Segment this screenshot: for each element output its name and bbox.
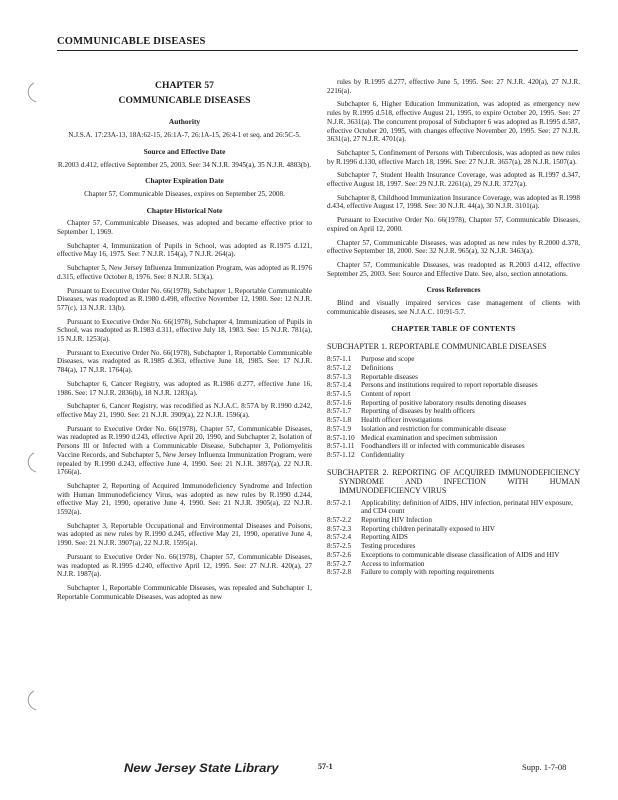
header-rule [57,50,578,51]
toc-entry [327,407,580,416]
history-notes-right [327,78,580,278]
right-column [327,78,580,577]
cross-references-text: Blind and visually impaired services case management of clients with communicable diseases, see N.J.A.C. 10:91-5.7. [327,299,580,316]
toc-heading: CHAPTER TABLE OF CONTENTS [391,324,516,334]
history-note: Subchapter 6, Cancer Registry, was recodified as N.J.A.C. 8:57A by R.1990 d.242, effective May 21, 1990. See: 21 N.J.R. 3909(a), 22 N.J.R. 1596(a). [57,402,312,419]
toc-section-number: 8:57-1.10 [327,433,355,442]
toc-section-number: 8:57-1.7 [327,407,352,416]
toc-entry [327,442,580,451]
history-note: Pursuant to Executive Order No. 66(1978), Chapter 57, Communicable Diseases, was readopted as R.1995 d.240, effective April 12, 1995. See: 27 N.J.R. 420(a), 27 N.J.R. 1987(a). [57,552,312,579]
toc-entry [327,399,580,408]
running-head: COMMUNICABLE DISEASES [57,36,206,47]
subchapter-1-title: SUBCHAPTER 1. REPORTABLE COMMUNICABLE DISEASES [327,342,547,352]
toc-entry [327,381,580,390]
toc-section-number: 8:57-1.8 [327,416,352,425]
toc-entry [327,425,580,434]
toc-section-number: 8:57-1.2 [327,363,352,372]
history-note: Subchapter 7, Student Health Insurance Coverage, was adopted as R.1997 d.347, effective August 18, 1997. See: 29 N.J.R. 2261(a), 29 N.J.R. 3727(a). [327,171,580,189]
toc-section-number: 8:57-1.5 [327,389,352,398]
toc-section-title: Purpose and scope [361,355,415,364]
toc-entry [327,390,580,399]
history-note: Subchapter 5, New Jersey Influenza Immunization Program, was adopted as R.1976 d.315, effective October 8, 1976. See: 8 N.J.R. 513(a). [57,264,312,281]
expiration-heading: Chapter Expiration Date [145,176,224,186]
toc-entry [327,533,580,542]
history-note: Subchapter 6, Higher Education Immunization, was adopted as emergency new rules by R.1995 d.518, effective August 21, 1995, to expire October 20, 1995. See: 27 N.J.R. 3631(a). The concurrent proposal of Subchapter 6 was adopted as R.1995 d.587, effective October 20, 1995, with changes effective November 20, 1995. See: 27 N.J.R. 3631(a), 27 N.J.R. 4701(a). [327,100,580,144]
toc-section-number: 8:57-2.3 [327,524,352,533]
toc-section-title: Applicability; definition of AIDS, HIV infection, perinatal HIV exposure, and CD4 count [361,498,573,516]
supplement-date: Supp. 1-7-08 [522,762,567,772]
toc-entry [327,416,580,425]
toc-section-title: Reportable diseases [361,372,418,381]
toc-section-number: 8:57-2.1 [327,498,352,507]
history-note: Pursuant to Executive Order No. 66(1978), Subchapter 4, Immunization of Pupils in School, was readopted as R.1983 d.311, effective July 18, 1983. See: 15 N.J.R. 781(a), 15 N.J.R. 1253(a). [57,317,312,344]
toc-section-title: Confidentiality [361,450,405,459]
library-stamp: New Jersey State Library [124,760,279,775]
history-note: Pursuant to Executive Order No. 66(1978), Subchapter 1, Reportable Communicable Diseases, was readopted as R.1980 d.498, effective November 12, 1980. See: 12 N.J.R. 577(c), 13 N.J.R. 13(b). [57,286,312,312]
toc-section-title: Reporting children perinatally exposed to HIV [361,524,495,533]
toc-entry [327,451,580,460]
history-note: Subchapter 8, Childhood Immunization Insurance Coverage, was adopted as R.1998 d.434, effective August 17, 1998. See: 30 N.J.R. 44(a), 30 N.J.R. 3101(a). [327,193,580,211]
history-note: Pursuant to Executive Order No. 66(1978), Subchapter 1, Reportable Communicable Diseases, was readopted as R.1985 d.363, effective June 18, 1985. See: 17 N.J.R. 784(a), 17 N.J.R. 1764(a). [57,348,312,375]
toc-section-title: Reporting of diseases by health officers [361,407,475,416]
expiration-text: Chapter 57, Communicable Diseases, expires on September 25, 2008. [84,189,285,198]
toc-section-number: 8:57-2.5 [327,542,352,551]
page-number: 57-1 [318,762,333,771]
authority-text: N.J.S.A. 17:23A-13, 18A:62-15, 26:1A-7, 26:1A-15, 26:4-1 et seq. and 26:5C-5. [68,131,301,140]
authority-heading: Authority [168,117,201,127]
toc-section-title: Exceptions to communicable disease classification of AIDS and HIV [361,550,560,559]
chapter-number: CHAPTER 57 [155,80,214,91]
toc-entry [327,542,580,551]
toc-section-title: Access to information [361,559,425,568]
toc-entry [327,525,580,534]
source-heading: Source and Effective Date [143,146,226,156]
history-note: rules by R.1995 d.277, effective June 5, 1995. See: 27 N.J.R. 420(a), 27 N.J.R. 2216(a). [327,78,580,95]
toc-section-title: Definitions [361,363,394,372]
toc-section-title: Reporting of positive laboratory results denoting diseases [361,398,527,407]
toc-entry [327,364,580,373]
punch-hole-mark [24,690,40,712]
toc-entry [327,560,580,569]
history-notes-left [57,219,312,601]
subchapter-2-toc [327,499,580,577]
history-note: Pursuant to Executive Order No. 66(1978), Chapter 57, Communicable Diseases, expired on April 12, 2000. [327,216,580,233]
subchapter-2-title: SUBCHAPTER 2. REPORTING OF ACQUIRED IMMUNODEFICIENCY SYNDROME AND INFECTION WITH HUMAN IMMUNODEFICIENCY VIRUS [327,467,580,495]
toc-section-number: 8:57-1.1 [327,355,352,364]
history-note: Subchapter 1, Reportable Communicable Diseases, was repealed and Subchapter 1, Reportable Communicable Diseases, was adopted as new [57,583,312,601]
history-note: Pursuant to Executive Order No. 66(1978), Chapter 57, Communicable Diseases, was readopted as R.1990 d.243, effective April 20, 1990, and Subchapter 2, Isolation of Persons Ill or Infected with a Communicable Disease, Subchapter 3, Poliomyelitis Vaccine Records, and Subchapter 5, New Jersey Influenza Immunization Program, were repealed by R.1990 d.243, effective June 4, 1990. See: 21 N.J.R. 3897(a), 22 N.J.R. 1766(a). [57,424,312,477]
toc-section-number: 8:57-1.12 [327,450,355,459]
history-note: Subchapter 5, Confinement of Persons with Tuberculosis, was adopted as new rules by R.1996 d.130, effective March 18, 1996. See: 27 N.J.R. 3657(a), 28 N.J.R. 1507(a). [327,148,580,166]
punch-hole-mark [24,82,40,104]
history-heading: Chapter Historical Note [146,205,223,215]
toc-section-number: 8:57-1.4 [327,381,352,390]
cross-references-heading: Cross References [426,285,481,295]
toc-section-title: Persons and institutions required to report reportable diseases [361,381,538,390]
toc-entry [327,568,580,577]
toc-entry [327,355,580,364]
toc-section-number: 8:57-1.3 [327,372,352,381]
toc-section-title: Medical examination and specimen submission [361,433,498,442]
history-note: Subchapter 6, Cancer Registry, was adopted as R.1986 d.277, effective June 16, 1986. See: 17 N.J.R. 2836(b), 18 N.J.R. 1283(a). [57,379,312,397]
chapter-title: COMMUNICABLE DISEASES [118,94,251,106]
toc-entry [327,434,580,443]
toc-section-title: Reporting HIV Infection [361,516,432,525]
toc-entry [327,551,580,560]
toc-section-title: Health officer investigations [361,416,443,425]
toc-section-number: 8:57-2.2 [327,516,352,525]
toc-section-title: Content of report [361,389,411,398]
history-note: Chapter 57, Communicable Diseases, was readopted as R.2003 d.412, effective September 25, 2003. See: Source and Effective Date. See, also, section annotations. [327,260,580,278]
toc-entry [327,373,580,382]
toc-entry [327,516,580,525]
history-note: Chapter 57, Communicable Diseases, was adopted as new rules by R.2000 d.378, effective September 18, 2000. See: 32 N.J.R. 965(a), 32 N.J.R. 3463(a). [327,238,580,256]
left-column [57,78,312,606]
toc-entry [327,499,580,516]
toc-section-title: Failure to comply with reporting requirements [361,568,495,577]
punch-hole-mark [24,452,40,474]
toc-section-number: 8:57-2.7 [327,559,352,568]
history-note: Subchapter 3, Reportable Occupational and Environmental Diseases and Poisons, was adopted as new rules by R.1990 d.245, effective May 21, 1990, operative June 4, 1990. See: 21 N.J.R. 3907(a), 22 N.J.R. 1595(a). [57,521,312,548]
toc-section-title: Foodhandlers ill or infected with communicable diseases [361,442,525,451]
toc-section-number: 8:57-2.6 [327,550,352,559]
toc-section-number: 8:57-1.9 [327,424,352,433]
toc-section-number: 8:57-1.6 [327,398,352,407]
toc-section-title: Reporting AIDS [361,533,408,542]
history-note: Chapter 57, Communicable Diseases, was adopted and became effective prior to September 1, 1969. [57,219,312,237]
toc-section-title: Testing procedures [361,542,416,551]
source-text: R.2003 d.412, effective September 25, 2003. See: 34 N.J.R. 3945(a), 35 N.J.R. 4883(b). [57,160,312,169]
toc-section-number: 8:57-1.11 [327,442,355,451]
toc-section-number: 8:57-2.8 [327,568,352,577]
toc-section-title: Isolation and restriction for communicable disease [361,424,507,433]
subchapter-1-toc [327,355,580,459]
toc-section-number: 8:57-2.4 [327,533,352,542]
history-note: Subchapter 4, Immunization of Pupils in School, was adopted as R.1975 d.121, effective May 16, 1975. See: 7 N.J.R. 154(a), 7 N.J.R. 264(a). [57,241,312,259]
history-note: Subchapter 2, Reporting of Acquired Immunodeficiency Syndrome and Infection with Human Immunodeficiency Virus, was adopted as new rules by R.1990 d.244, effective May 21, 1990, operative June 4, 1990. See: 21 N.J.R. 3905(a), 22 N.J.R. 1592(a). [57,481,312,517]
